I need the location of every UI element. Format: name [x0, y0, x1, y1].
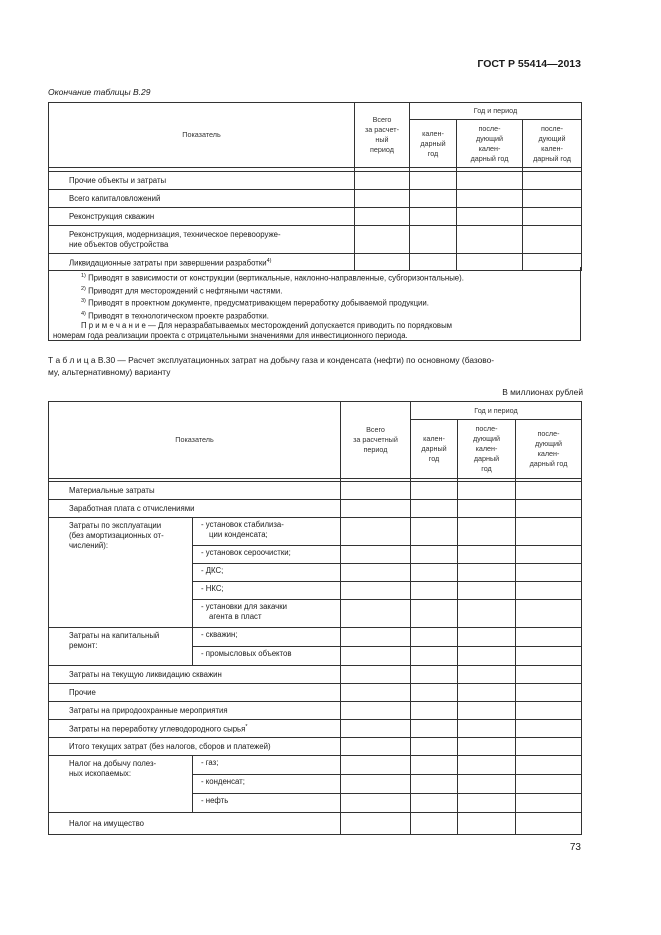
table1-caption: Окончание таблицы В.29 [48, 87, 151, 97]
table-row: - ДКС; [193, 564, 341, 582]
table1-note-cont: номерам года реализации проекта с отрицательными значениями для инвестиционного периода. [53, 331, 408, 341]
col-calendar-year: кален- дарный год [410, 120, 457, 168]
col-following-year: после- дующий кален- дарный год [516, 420, 582, 479]
col-total: Всего за расчетный период [341, 402, 411, 479]
table-row: Прочие объекты и затраты [49, 172, 355, 190]
opex-group-label: Затраты по эксплуатации (без амортизационных от- числений): [49, 518, 193, 628]
table-row: Затраты на переработку углеводородного сырья* [49, 720, 341, 738]
col-indicator: Показатель [49, 103, 355, 168]
table-row: - нефть [193, 794, 341, 813]
table-b30 [48, 401, 582, 835]
table2-units: В миллионах рублей [502, 387, 583, 397]
col-group-year: Год и период [410, 103, 582, 120]
table-row: Прочие [49, 684, 341, 702]
table-row: Ликвидационные затраты при завершении разработки$^{4)}$ [49, 254, 355, 271]
table-row: Затраты на текущую ликвидацию скважин [49, 666, 341, 684]
col-indicator: Показатель [49, 402, 341, 479]
col-total: Всего за расчет- ный период [355, 103, 410, 168]
table-b29-end [48, 102, 582, 271]
col-group-year: Год и период [411, 402, 582, 420]
table-row: Итого текущих затрат (без налогов, сборов и платежей) [49, 738, 341, 756]
page-number: 73 [569, 842, 581, 853]
col-calendar-year: кален- дарный год [411, 420, 458, 479]
table-row: - промысловых объектов [193, 647, 341, 666]
table-row: - установок сероочистки; [193, 546, 341, 564]
table-row: Реконструкция скважин [49, 208, 355, 226]
table1-note: П р и м е ч а н и е — Для неразрабатываемых месторождений допускается приводить по порядковым [81, 321, 453, 331]
table-row: Затраты на природоохранные мероприятия [49, 702, 341, 720]
col-next-year: после- дующий кален- дарный год [457, 120, 523, 168]
table1-footnotes: $^{1)}$ Приводят в зависимости от конструкции (вертикальные, наклонно-направленные, субгоризонтальные). $^{2)}$ Приводят для месторождений с нефтяными частями. $^{3)}$ Приводят в проектном документе, предусматривающем переработку добываемой продукции. $^{4)}$ Приводят в технологическом проекте разработки. П р и м е ч а н и е — Для неразрабатываемых месторождений допускается приводить по порядковым номерам года реализации проекта с отрицательными значениями для инвестиционного периода. [48, 267, 581, 341]
table-row: - установок стабилиза- ции конденсата; [193, 518, 341, 546]
table-row: Реконструкция, модернизация, техническое перевооруже- ние объектов обустройства [49, 226, 355, 254]
table-row: - установки для закачки агента в пласт [193, 600, 341, 628]
table-row: Налог на имущество [49, 813, 341, 835]
table2-title: Т а б л и ц а В.30 — Расчет эксплуатационных затрат на добычу газа и конденсата (нефти) по основному (базово- му, альтернативному) варианту [48, 355, 495, 377]
col-following-year: после- дующий кален- дарный год [523, 120, 582, 168]
table-row: Материальные затраты [49, 482, 341, 500]
table-row: Заработная плата с отчислениями [49, 500, 341, 518]
table-row: - скважин; [193, 628, 341, 647]
table-row: - газ; [193, 756, 341, 775]
table-row: Всего капиталовложений [49, 190, 355, 208]
document-header: ГОСТ Р 55414—2013 [477, 58, 581, 70]
table-row: - конденсат; [193, 775, 341, 794]
capital-repair-label: Затраты на капитальный ремонт: [49, 628, 193, 666]
col-next-year: после- дующий кален- дарный год [458, 420, 516, 479]
table-row: - НКС; [193, 582, 341, 600]
mineral-tax-label: Налог на добычу полез- ных ископаемых: [49, 756, 193, 813]
